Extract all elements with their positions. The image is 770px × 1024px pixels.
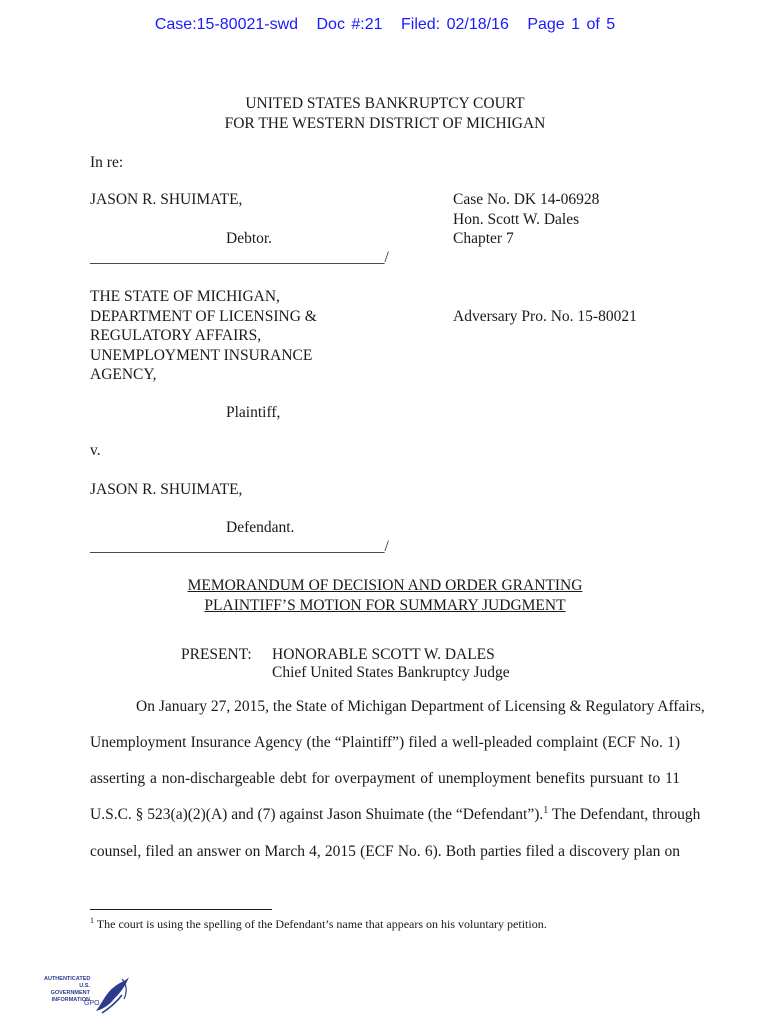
document-title-line1: MEMORANDUM OF DECISION AND ORDER GRANTING [187,577,583,594]
logo-text-line: AUTHENTICATED [44,976,91,982]
debtor-role: Debtor. [226,230,273,247]
case-number: Case No. DK 14-06928 [453,191,600,208]
plaintiff-line: DEPARTMENT OF LICENSING & [90,307,317,325]
caption-rule-2: ______________________________________/ [90,538,389,555]
eagle-icon [92,973,132,1015]
gpo-authenticated-logo [44,973,134,1017]
logo-text-line: U.S. GOVERNMENT [50,983,90,996]
logo-text-line: INFORMATION [51,997,90,1003]
chapter: Chapter 7 [453,230,514,247]
present-judge-name: HONORABLE SCOTT W. DALES [272,646,495,663]
court-name-line2: FOR THE WESTERN DISTRICT OF MICHIGAN [224,115,546,132]
caption-rule-1: ______________________________________/ [90,249,389,266]
defendant-name: JASON R. SHUIMATE, [90,481,243,498]
plaintiff-line: UNEMPLOYMENT INSURANCE [90,346,313,364]
filing-header [0,16,770,34]
court-name-line1: UNITED STATES BANKRUPTCY COURT [245,95,525,112]
document-title-line2: PLAINTIFF’S MOTION FOR SUMMARY JUDGMENT [204,597,566,614]
body-line [90,804,701,824]
plaintiff-line: THE STATE OF MICHIGAN, [90,288,280,305]
present-label: PRESENT: [181,646,252,663]
debtor-name: JASON R. SHUIMATE, [90,191,243,208]
plaintiff-name [90,287,317,385]
plaintiff-line: REGULATORY AFFAIRS, [90,327,262,344]
present-judge-title: Chief United States Bankruptcy Judge [272,664,510,681]
footnote-number: 1 [90,916,94,925]
body-line: On January 27, 2015, the State of Michigan Department of Licensing & Regulatory Affairs, [136,698,705,715]
body-line: asserting a non-dischargeable debt for overpayment of unemployment benefits pursuant to 11 [90,770,680,787]
plaintiff-line: AGENCY, [90,366,157,383]
header-case: Case:15-80021-swd [154,16,299,33]
body-line: counsel, filed an answer on March 4, 2015 (ECF No. 6). Both parties filed a discovery plan on [90,843,680,860]
header-page: Page 1 of 5 [527,16,616,33]
footnote-divider [90,909,272,910]
body-line: Unemployment Insurance Agency (the “Plaintiff”) filed a well-pleaded complaint (ECF No. 1) [90,734,680,751]
header-doc: Doc #:21 [316,16,383,33]
footnote-ref[interactable]: 1 [543,804,549,816]
in-re-label: In re: [90,154,124,171]
footnote-text: The court is using the spelling of the Defendant’s name that appears on his voluntary petition. [96,917,547,931]
body-line-text: The Defendant, through [551,806,701,823]
judge-name: Hon. Scott W. Dales [453,211,580,228]
header-filed: Filed: 02/18/16 [401,16,509,33]
plaintiff-role: Plaintiff, [226,404,281,421]
body-line-text: U.S.C. § 523(a)(2)(A) and (7) against Jason Shuimate (the “Defendant”). [90,806,544,823]
defendant-role: Defendant. [226,519,295,536]
adversary-number: Adversary Pro. No. 15-80021 [453,308,637,325]
logo-mark: GPO [84,1000,100,1007]
versus: v. [90,442,101,459]
footnote [90,916,547,932]
